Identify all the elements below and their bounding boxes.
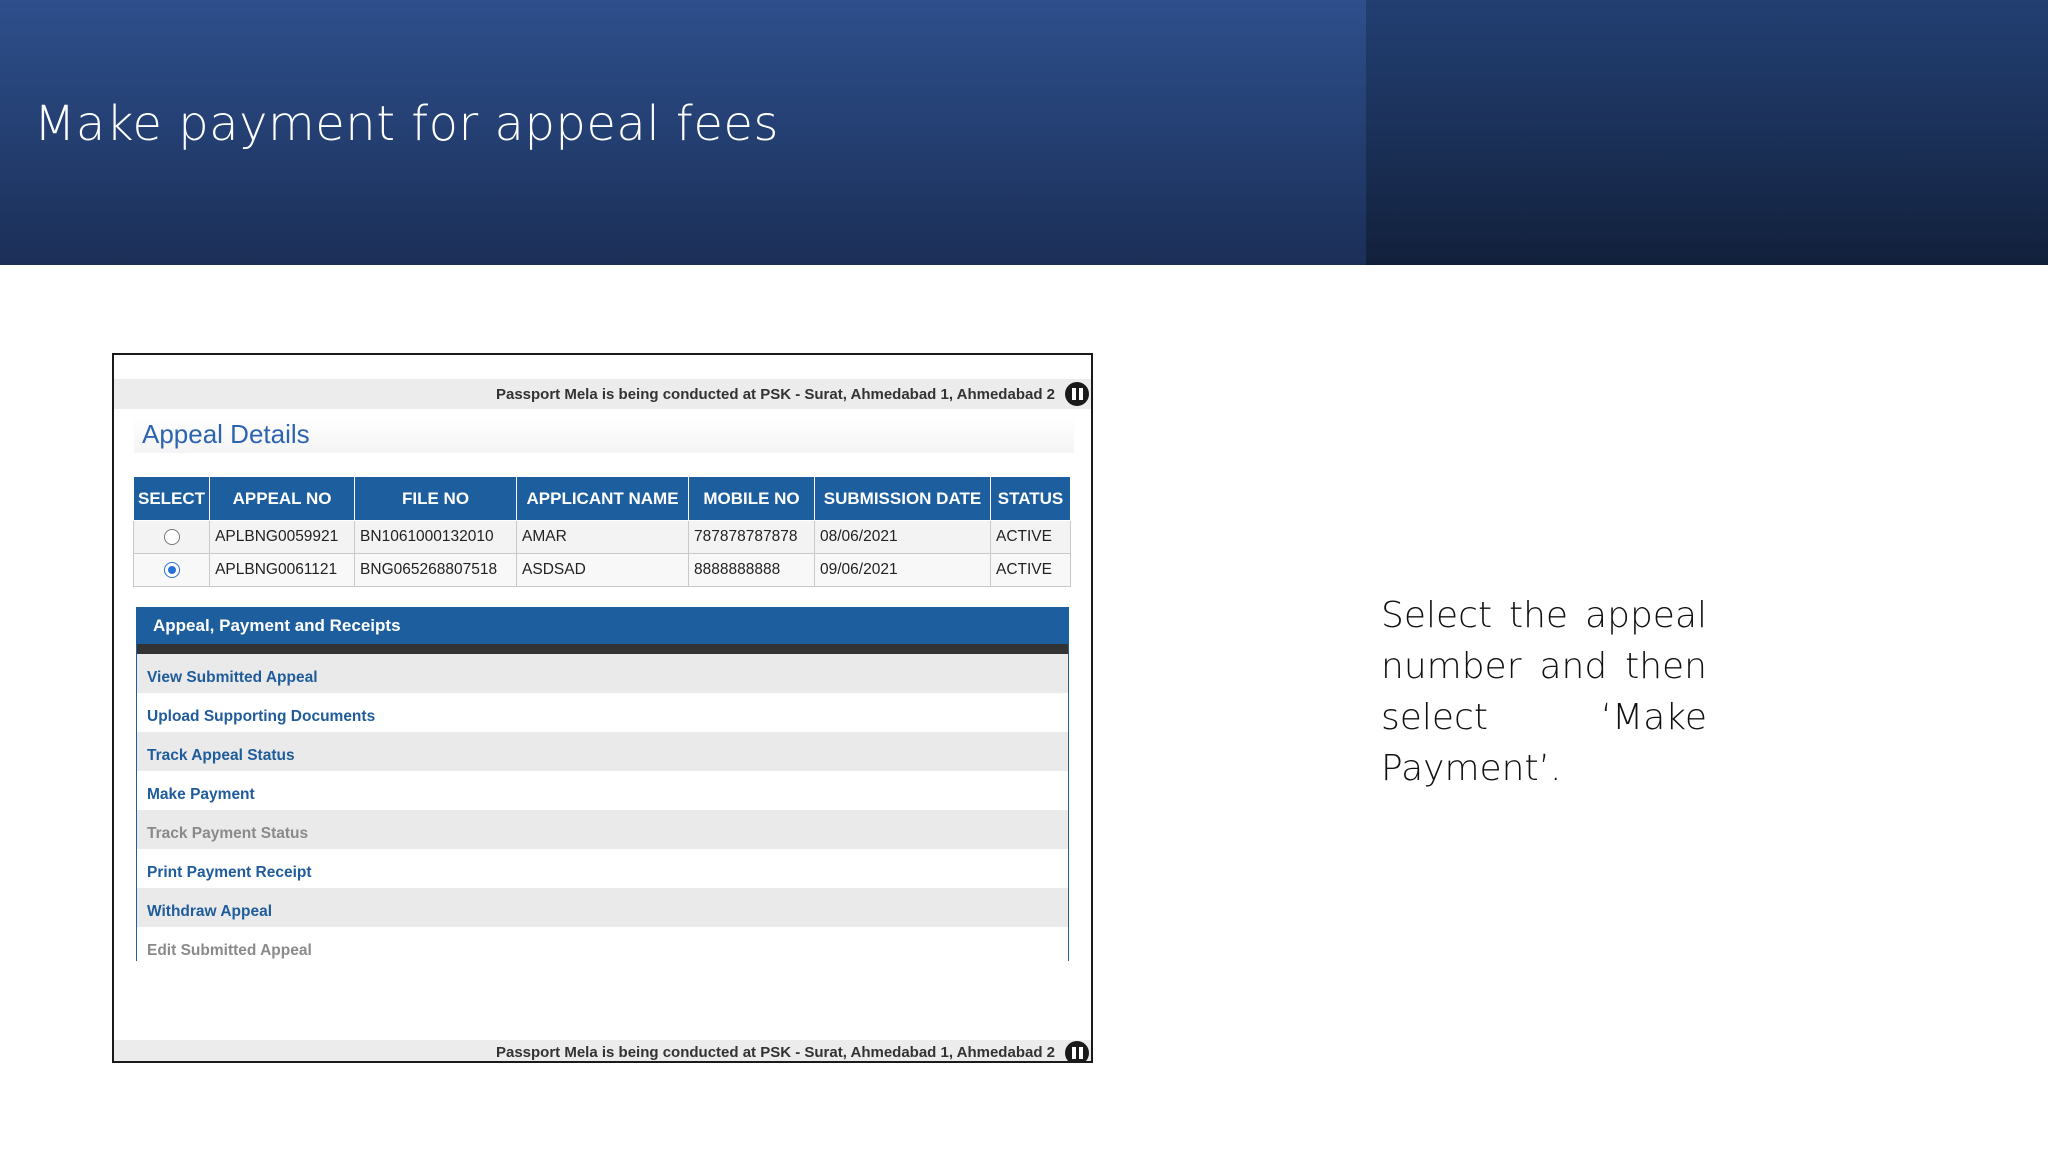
file-no-cell: BN1061000132010 — [355, 521, 517, 554]
column-header-mobile-no: MOBILE NO — [689, 477, 815, 521]
select-radio-selected[interactable] — [164, 562, 180, 578]
submission-date-cell: 08/06/2021 — [815, 521, 991, 554]
column-header-appeal-no: APPEAL NO — [210, 477, 355, 521]
upload-supporting-documents-link[interactable]: Upload Supporting Documents — [137, 693, 1068, 732]
pause-icon[interactable] — [1065, 382, 1089, 406]
edit-submitted-appeal-link: Edit Submitted Appeal — [137, 927, 1068, 966]
select-cell — [134, 521, 210, 554]
appeal-no-cell: APLBNG0061121 — [210, 554, 355, 587]
withdraw-appeal-link[interactable]: Withdraw Appeal — [137, 888, 1068, 927]
column-header-select: SELECT — [134, 477, 210, 521]
slide-header-banner-right — [1366, 0, 2048, 265]
table-row — [134, 521, 1071, 554]
applicant-name-cell: AMAR — [517, 521, 689, 554]
panel-divider — [137, 644, 1068, 654]
mobile-no-cell: 8888888888 — [689, 554, 815, 587]
ticker-text: Passport Mela is being conducted at PSK - Surat, Ahmedabad 1, Ahmedabad 2 — [495, 1044, 1055, 1061]
table-header-row — [134, 477, 1071, 521]
submission-date-cell: 09/06/2021 — [815, 554, 991, 587]
pause-icon[interactable] — [1065, 1041, 1089, 1063]
slide-header-banner — [0, 0, 2048, 265]
slide-title: Make payment for appeal fees — [34, 96, 779, 152]
mobile-no-cell: 787878787878 — [689, 521, 815, 554]
instruction-text: Select the appeal number and then select ‘Make Payment’. — [1381, 595, 1707, 789]
applicant-name-cell: ASDSAD — [517, 554, 689, 587]
column-header-applicant-name: APPLICANT NAME — [517, 477, 689, 521]
view-submitted-appeal-link[interactable]: View Submitted Appeal — [137, 654, 1068, 693]
news-ticker-top — [114, 379, 1091, 409]
file-no-cell: BNG065268807518 — [355, 554, 517, 587]
portal-screenshot — [112, 353, 1093, 1063]
make-payment-link[interactable]: Make Payment — [137, 771, 1068, 810]
status-cell: ACTIVE — [990, 521, 1070, 554]
column-header-status: STATUS — [990, 477, 1070, 521]
ticker-text: Passport Mela is being conducted at PSK - Surat, Ahmedabad 1, Ahmedabad 2 — [495, 385, 1055, 403]
column-header-file-no: FILE NO — [355, 477, 517, 521]
news-ticker-bottom — [114, 1040, 1091, 1063]
status-cell: ACTIVE — [990, 554, 1070, 587]
appeals-table — [133, 476, 1071, 587]
print-payment-receipt-link[interactable]: Print Payment Receipt — [137, 849, 1068, 888]
track-payment-status-link: Track Payment Status — [137, 810, 1068, 849]
section-title: Appeal Details — [142, 419, 310, 449]
table-row — [134, 554, 1071, 587]
select-cell — [134, 554, 210, 587]
column-header-submission-date: SUBMISSION DATE — [815, 477, 991, 521]
appeal-no-cell: APLBNG0059921 — [210, 521, 355, 554]
select-radio[interactable] — [164, 529, 180, 545]
panel-title: Appeal, Payment and Receipts — [137, 608, 1068, 644]
appeal-payment-receipts-panel — [136, 607, 1069, 961]
track-appeal-status-link[interactable]: Track Appeal Status — [137, 732, 1068, 771]
